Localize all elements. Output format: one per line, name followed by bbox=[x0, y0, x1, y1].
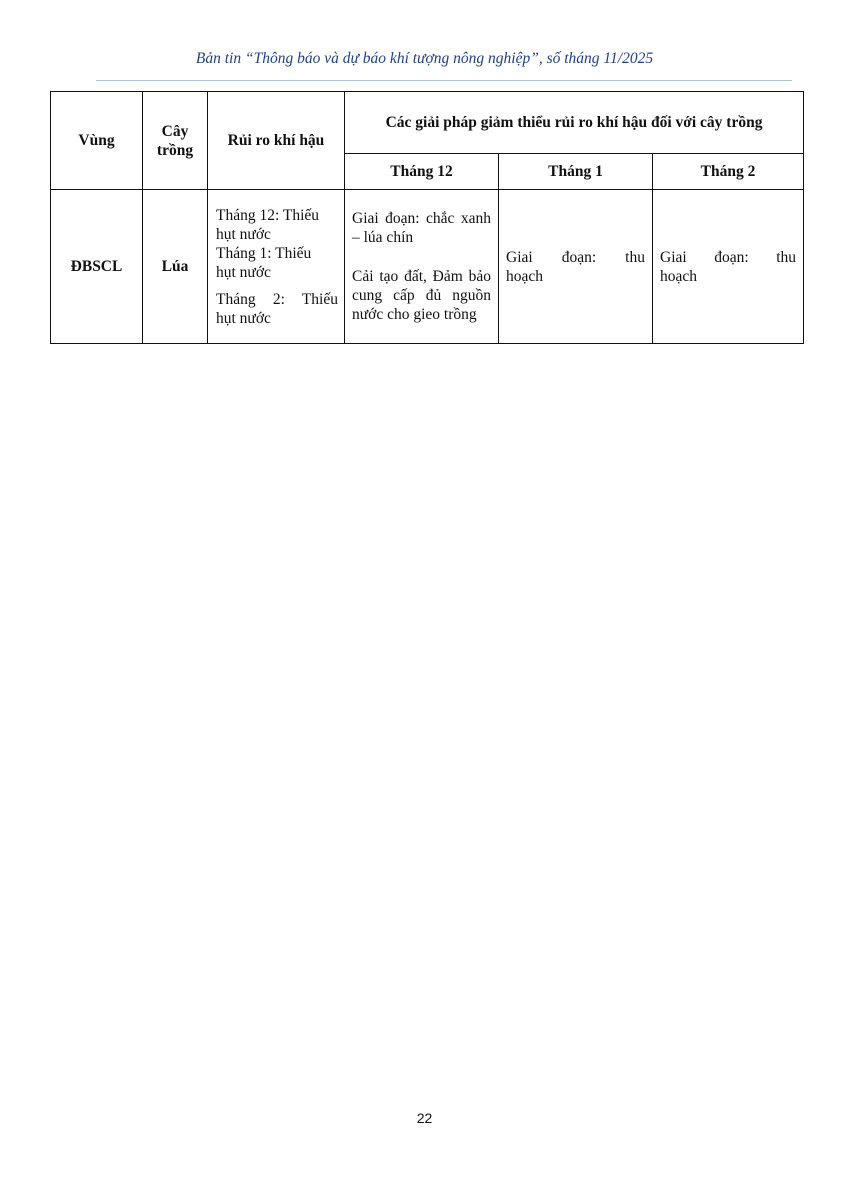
risk-line: hụt nước bbox=[216, 263, 271, 281]
month-1-stage-line1: Giai đoạn: thu bbox=[506, 248, 645, 266]
header-month-1: Tháng 1 bbox=[499, 154, 653, 190]
month-2-stage-line1: Giai đoạn: thu bbox=[660, 248, 797, 266]
cell-crop: Lúa bbox=[143, 190, 208, 344]
table-header-row bbox=[51, 92, 804, 154]
climate-risk-table bbox=[50, 91, 804, 344]
month-12-stage: Giai đoạn: chắc xanh – lúa chín bbox=[352, 210, 491, 246]
month-1-stage-line2: hoạch bbox=[506, 267, 544, 285]
header-crop-line1: Cây bbox=[161, 122, 189, 140]
header-solutions: Các giải pháp giảm thiểu rủi ro khí hậu đối với cây trồng bbox=[345, 92, 804, 154]
month-12-action: Cải tạo đất, Đảm bảo cung cấp đủ nguồn nước cho gieo trồng bbox=[352, 268, 491, 323]
risk-line: hụt nước bbox=[216, 309, 271, 327]
cell-month-12-solution bbox=[345, 190, 499, 344]
bulletin-title: Bản tin “Thông báo và dự báo khí tượng nông nghiệp”, số tháng 11/2025 bbox=[195, 50, 654, 67]
page-number: 22 bbox=[416, 1110, 433, 1126]
cell-month-1-solution bbox=[499, 190, 653, 344]
month-2-stage-line2: hoạch bbox=[660, 267, 698, 285]
risk-line: Tháng 1: Thiếu bbox=[216, 244, 312, 262]
table-row bbox=[51, 190, 804, 344]
risk-line: Tháng 2: Thiếu bbox=[216, 290, 338, 308]
header-climate-risk: Rủi ro khí hậu bbox=[208, 92, 345, 190]
header-divider bbox=[96, 80, 792, 81]
header-month-2: Tháng 2 bbox=[653, 154, 804, 190]
cell-region: ĐBSCL bbox=[51, 190, 143, 344]
header-month-12: Tháng 12 bbox=[345, 154, 499, 190]
header-region: Vùng bbox=[51, 92, 143, 190]
risk-line: hụt nước bbox=[216, 225, 271, 243]
cell-climate-risk bbox=[208, 190, 345, 344]
header-crop-line2: trồng bbox=[156, 141, 194, 159]
risk-line: Tháng 12: Thiếu bbox=[216, 206, 320, 224]
header-crop bbox=[143, 92, 208, 190]
cell-month-2-solution bbox=[653, 190, 804, 344]
